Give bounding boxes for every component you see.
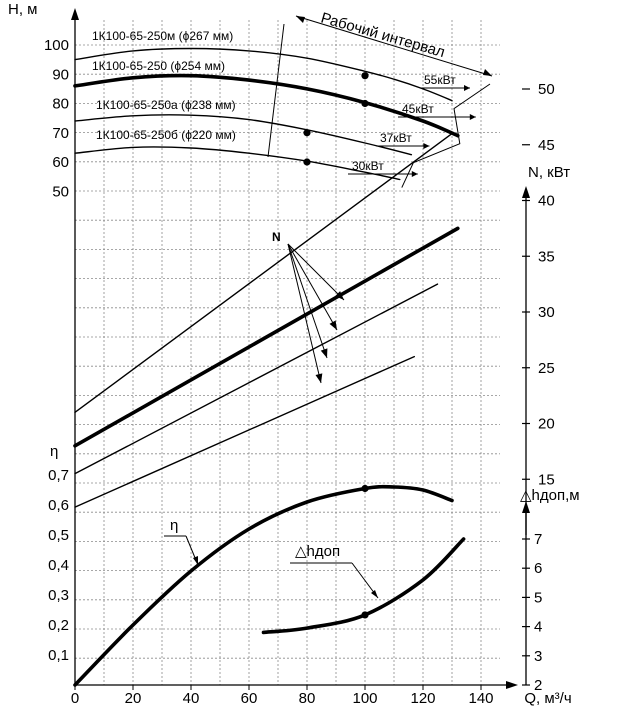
head-curve-marker bbox=[361, 100, 368, 107]
efficiency-tick-label: 0,7 bbox=[48, 467, 69, 484]
grid bbox=[75, 20, 500, 685]
power-curve bbox=[75, 284, 438, 474]
power-tick-label: 45 bbox=[538, 136, 555, 154]
efficiency-label-arrowhead bbox=[193, 556, 198, 565]
head-tick-label: 90 bbox=[52, 66, 69, 84]
npsh-tick-label: 7 bbox=[534, 531, 543, 548]
head-tick-label: 100 bbox=[43, 37, 69, 54]
efficiency-curve bbox=[75, 487, 452, 685]
npsh-curve-marker bbox=[361, 611, 368, 618]
power-curve bbox=[75, 134, 452, 413]
power-annotation-arrowhead bbox=[316, 373, 323, 383]
head-curve-marker bbox=[303, 129, 310, 136]
efficiency-tick-label: 0,1 bbox=[48, 647, 69, 664]
npsh-tick-label: 3 bbox=[534, 647, 543, 665]
interval-arrow-right bbox=[483, 69, 492, 76]
x-tick-label: 40 bbox=[182, 690, 200, 707]
efficiency-curve-label: η bbox=[170, 517, 179, 534]
efficiency-tick-label: 0,3 bbox=[48, 587, 69, 604]
npsh-tick-label: 5 bbox=[534, 589, 543, 607]
head-tick-label: 60 bbox=[52, 154, 69, 171]
efficiency-tick-label: 0,4 bbox=[48, 557, 69, 574]
power-value-arrowhead bbox=[412, 171, 418, 177]
power-value-label: 45кВт bbox=[402, 102, 434, 116]
x-axis-title: Q, м³/ч bbox=[524, 690, 572, 707]
power-axis-title: N, кВт bbox=[528, 164, 571, 181]
chart-labels bbox=[92, 10, 492, 598]
power-tick-label: 35 bbox=[538, 248, 555, 266]
power-value-arrowhead bbox=[423, 143, 429, 149]
power-annotation-leader bbox=[288, 244, 327, 358]
x-tick-label: 120 bbox=[410, 690, 436, 707]
power-tick-label: 30 bbox=[538, 304, 555, 321]
head-curve-marker bbox=[361, 72, 368, 79]
head-curve-label: 1К100-65-250м (ϕ267 мм) bbox=[92, 29, 234, 43]
head-tick-label: 80 bbox=[52, 95, 69, 113]
power-value-label: 37кВт bbox=[380, 131, 412, 145]
interval-left-boundary bbox=[268, 24, 284, 157]
power-tick-label: 50 bbox=[538, 81, 555, 98]
interval-label: Рабочий интервал bbox=[318, 9, 447, 62]
head-axis-title: H, м bbox=[8, 1, 38, 18]
power-axis-arrow bbox=[522, 186, 530, 198]
efficiency-tick-label: 0,2 bbox=[48, 617, 69, 634]
npsh-tick-label: 4 bbox=[534, 618, 543, 636]
interval-right-boundary bbox=[402, 84, 490, 188]
x-tick-label: 140 bbox=[468, 690, 494, 707]
efficiency-tick-label: 0,5 bbox=[48, 527, 69, 544]
head-curve-marker bbox=[303, 158, 310, 165]
head-curve-label: 1К100-65-250 (ϕ254 мм) bbox=[92, 59, 225, 73]
power-tick-label: 15 bbox=[538, 471, 555, 489]
x-tick-label: 60 bbox=[240, 690, 258, 707]
tick-labels bbox=[8, 1, 580, 707]
power-value-arrowhead bbox=[470, 114, 476, 120]
power-annotation-leader bbox=[288, 244, 321, 383]
head-curve-label: 1К100-65-250а (ϕ238 мм) bbox=[96, 98, 236, 112]
x-tick-label: 100 bbox=[352, 690, 378, 707]
efficiency-axis-title: η bbox=[50, 443, 59, 460]
power-annotation-arrowhead bbox=[321, 348, 328, 358]
interval-arrow-left bbox=[296, 16, 305, 23]
power-annotation: N bbox=[272, 230, 281, 244]
power-curve bbox=[75, 357, 414, 508]
efficiency-tick-label: 0,6 bbox=[48, 497, 69, 514]
npsh-label-arrowhead bbox=[371, 590, 378, 598]
efficiency-curve-marker bbox=[361, 485, 368, 492]
y-axis-arrow bbox=[71, 8, 79, 20]
power-tick-label: 40 bbox=[538, 192, 555, 210]
head-curve-label: 1К100-65-250б (ϕ220 мм) bbox=[96, 128, 236, 142]
power-value-label: 55кВт bbox=[424, 73, 456, 87]
x-tick-label: 80 bbox=[298, 690, 316, 707]
npsh-curve bbox=[264, 539, 464, 632]
power-tick-label: 25 bbox=[538, 359, 555, 377]
npsh-axis-title: △hдоп,м bbox=[520, 487, 580, 504]
x-tick-label: 0 bbox=[70, 690, 80, 707]
power-value-arrowhead bbox=[464, 85, 470, 91]
head-tick-label: 50 bbox=[52, 183, 69, 201]
npsh-tick-label: 2 bbox=[534, 677, 543, 694]
power-value-label: 30кВт bbox=[352, 159, 384, 173]
x-axis-arrow bbox=[506, 681, 518, 689]
power-tick-label: 20 bbox=[538, 415, 555, 433]
npsh-tick-label: 6 bbox=[534, 560, 543, 578]
npsh-curve-label: △hдоп bbox=[295, 543, 341, 560]
head-tick-label: 70 bbox=[52, 124, 69, 142]
x-tick-label: 20 bbox=[124, 690, 142, 707]
